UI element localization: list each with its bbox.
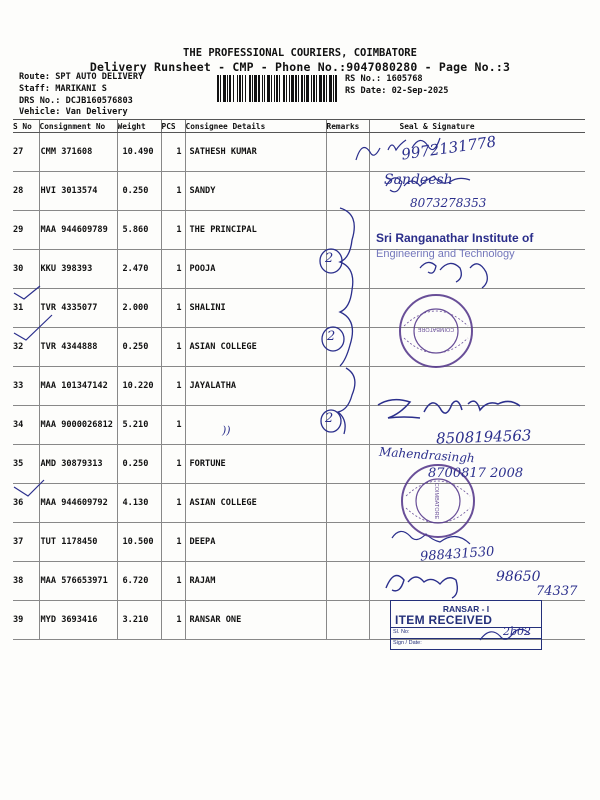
row-consignment-no-text: MAA 576653971	[40, 576, 108, 586]
row-weight	[117, 328, 161, 367]
row-sno-text: 39	[13, 615, 24, 625]
row-pcs	[161, 601, 185, 640]
table-row	[13, 133, 585, 172]
row-sno	[13, 250, 39, 289]
row-sno-text: 32	[13, 342, 24, 352]
row-sno	[13, 328, 39, 367]
barcode-bar	[237, 75, 238, 102]
barcode-bar	[245, 75, 246, 102]
row-weight	[117, 367, 161, 406]
row-sno-text: 35	[13, 459, 24, 469]
row-consignment-no	[39, 367, 117, 406]
row-consignment-no	[39, 133, 117, 172]
vehicle-label: Vehicle: Van Delivery	[19, 107, 128, 117]
row-pcs-text: 1	[176, 264, 182, 274]
handwritten-phone-38b: 74337	[536, 584, 578, 599]
row-consignment-no	[39, 445, 117, 484]
row-consignee	[185, 523, 326, 562]
row-weight	[117, 406, 161, 445]
row-consignee	[185, 172, 326, 211]
row-remarks	[326, 211, 369, 250]
row-consignment-no	[39, 328, 117, 367]
barcode-bar	[298, 75, 299, 102]
row-weight	[117, 289, 161, 328]
barcode-bar	[274, 75, 275, 102]
barcode-bar	[276, 75, 278, 102]
row-remarks	[326, 367, 369, 406]
row-weight-text: 10.500	[122, 537, 154, 547]
row-weight	[117, 211, 161, 250]
row-pcs	[161, 289, 185, 328]
row-sno	[13, 601, 39, 640]
row-pcs	[161, 523, 185, 562]
row-pcs	[161, 367, 185, 406]
row-sno-text: 34	[13, 420, 24, 430]
handwritten-name-28: Sandeesh	[384, 172, 453, 188]
barcode-bar	[229, 75, 231, 102]
row-weight-text: 10.490	[122, 147, 154, 157]
row-remarks	[326, 523, 369, 562]
handwritten-phone-34: 8508194563	[435, 426, 532, 448]
table-row	[13, 289, 585, 328]
row-consignee-text: ASIAN COLLEGE	[189, 498, 257, 508]
row-remarks	[326, 172, 369, 211]
row-sno-text: 36	[13, 498, 24, 508]
row-consignment-no	[39, 250, 117, 289]
row-sno-text: 33	[13, 381, 24, 391]
row-consignee-text: RANSAR ONE	[189, 615, 242, 625]
barcode-bar	[291, 75, 294, 102]
row-consignment-no-text: TVR 4335077	[40, 303, 98, 313]
ransar-date: 2b02	[503, 625, 532, 638]
row-consignment-no-text: KKU 398393	[40, 264, 93, 274]
row-sno-text: 28	[13, 186, 24, 196]
row-weight	[117, 601, 161, 640]
row-pcs-text: 1	[176, 576, 182, 586]
row-sno	[13, 445, 39, 484]
row-sno-text: 29	[13, 225, 24, 235]
runsheet-table	[13, 119, 585, 640]
remarks-digit-1: 2	[325, 251, 334, 266]
row-consignee	[185, 406, 326, 445]
row-consignment-no	[39, 562, 117, 601]
col-consignee: Consignee Details	[185, 120, 326, 133]
table-row	[13, 523, 585, 562]
row-sno	[13, 562, 39, 601]
col-pcs: PCS	[161, 120, 185, 133]
rs-number: RS No.: 1605768	[345, 74, 423, 84]
row-pcs-text: 1	[176, 615, 182, 625]
barcode-bar	[326, 75, 327, 102]
barcode-bar	[335, 75, 337, 102]
runsheet-subtitle: Delivery Runsheet - CMP - Phone No.:9047080280 - Page No.:3	[89, 60, 511, 74]
row-weight-text: 2.000	[122, 303, 149, 313]
barcode-bar	[223, 75, 226, 102]
ransar-sl-label: Sl. No:	[393, 629, 410, 635]
table-header-row	[13, 120, 585, 133]
barcode-bar	[329, 75, 332, 102]
ransar-title: RANSAR - I	[442, 604, 490, 614]
barcode-bar	[295, 75, 297, 102]
barcode-bar	[227, 75, 228, 102]
barcode-bar	[311, 75, 312, 102]
row-pcs-text: 1	[176, 225, 182, 235]
handwritten-phone-27: 9972131778	[400, 132, 498, 164]
row-remarks	[326, 562, 369, 601]
row-remarks	[326, 445, 369, 484]
barcode-bar	[279, 75, 280, 102]
row-pcs-text: 1	[176, 459, 182, 469]
row-weight-text: 0.250	[122, 186, 149, 196]
row-consignment-no-text: HVI 3013574	[40, 186, 98, 196]
row-consignment-no	[39, 601, 117, 640]
row-pcs	[161, 562, 185, 601]
barcode-bar	[301, 75, 303, 102]
row-pcs	[161, 406, 185, 445]
barcode-bar	[271, 75, 272, 102]
row-consignee	[185, 484, 326, 523]
route-label: Route: SPT AUTO DELIVERY	[19, 72, 144, 82]
row-weight	[117, 250, 161, 289]
row-consignment-no-text: MAA 9000026812	[40, 420, 113, 430]
row-consignee-text: ASIAN COLLEGE	[189, 342, 257, 352]
row-signature	[369, 328, 585, 367]
barcode-bar	[242, 75, 243, 102]
seal-text-1: COIMBATORE	[417, 326, 455, 332]
row-pcs	[161, 328, 185, 367]
row-weight	[117, 172, 161, 211]
row-remarks	[326, 484, 369, 523]
row-consignee-text: RAJAM	[189, 576, 216, 586]
barcode-bar	[217, 75, 219, 102]
row-sno-text: 37	[13, 537, 24, 547]
barcode-bar	[239, 75, 241, 102]
row-consignment-no	[39, 211, 117, 250]
barcode-bar	[304, 75, 305, 102]
row-consignee-text: THE PRINCIPAL	[189, 225, 257, 235]
col-consignment: Consignment No	[39, 120, 117, 133]
row-sno	[13, 523, 39, 562]
row-pcs	[161, 133, 185, 172]
row-pcs-text: 1	[176, 186, 182, 196]
row-weight	[117, 484, 161, 523]
row-pcs-text: 1	[176, 303, 182, 313]
row-weight-text: 10.220	[122, 381, 154, 391]
handwritten-name-35: Mahendrasingh	[378, 444, 476, 466]
row-consignee	[185, 133, 326, 172]
row-sno	[13, 406, 39, 445]
row-remarks	[326, 601, 369, 640]
row-sno-text: 31	[13, 303, 24, 313]
barcode-bar	[333, 75, 334, 102]
row-consignee	[185, 562, 326, 601]
handwritten-phone-38a: 98650	[496, 569, 541, 585]
row-weight-text: 0.250	[122, 342, 149, 352]
barcode-bar	[233, 75, 234, 102]
row-consignee-text: FORTUNE	[189, 459, 226, 469]
rs-date: RS Date: 02-Sep-2025	[345, 86, 449, 96]
barcode-bar	[252, 75, 253, 102]
row-consignment-no-text: MAA 101347142	[40, 381, 108, 391]
ransar-sign-label: Sign / Date:	[393, 640, 422, 646]
row-weight-text: 4.130	[122, 498, 149, 508]
row-sno	[13, 484, 39, 523]
barcode-bar	[254, 75, 257, 102]
row-consignee	[185, 367, 326, 406]
row-sno-text: 27	[13, 147, 24, 157]
seal-text-2: COIMBATORE	[433, 482, 439, 520]
row-consignment-no-text: AMD 30879313	[40, 459, 103, 469]
row-pcs	[161, 484, 185, 523]
table-row	[13, 367, 585, 406]
table-row	[13, 484, 585, 523]
row-pcs	[161, 250, 185, 289]
row-sno	[13, 172, 39, 211]
row-consignee-text: POOJA	[189, 264, 216, 274]
row-sno-text: 38	[13, 576, 24, 586]
row-weight	[117, 562, 161, 601]
row-consignee-text: DEEPA	[189, 537, 216, 547]
row-pcs-text: 1	[176, 147, 182, 157]
barcode	[217, 75, 339, 102]
row-consignee	[185, 328, 326, 367]
row-consignment-no	[39, 484, 117, 523]
row-pcs-text: 1	[176, 537, 182, 547]
barcode-bar	[283, 75, 285, 102]
barcode-bar	[267, 75, 270, 102]
row-weight-text: 6.720	[122, 576, 149, 586]
row-consignment-no-text: MAA 944609792	[40, 498, 108, 508]
row-sno-text: 30	[13, 264, 24, 274]
handwritten-phone-28: 8073278353	[410, 196, 487, 210]
barcode-bar	[289, 75, 290, 102]
row-consignee-text: JAYALATHA	[189, 381, 237, 391]
table-row	[13, 172, 585, 211]
barcode-bar	[323, 75, 325, 102]
row-consignee	[185, 289, 326, 328]
col-signature: Seal & Signature	[369, 120, 585, 133]
row-pcs-text: 1	[176, 342, 182, 352]
row-weight	[117, 523, 161, 562]
barcode-bar	[258, 75, 260, 102]
row-signature	[369, 289, 585, 328]
col-remarks: Remarks	[326, 120, 369, 133]
row-sno	[13, 289, 39, 328]
row-weight	[117, 445, 161, 484]
row-weight-text: 5.210	[122, 420, 149, 430]
row-weight-text: 0.250	[122, 459, 149, 469]
staff-label: Staff: MARIKANI S	[19, 84, 107, 94]
barcode-bar	[306, 75, 309, 102]
row-sno	[13, 211, 39, 250]
barcode-bar	[262, 75, 263, 102]
barcode-bar	[313, 75, 315, 102]
row-consignee	[185, 445, 326, 484]
row-pcs	[161, 211, 185, 250]
barcode-bar	[286, 75, 287, 102]
row-consignee-text: SANDY	[189, 186, 216, 196]
row-consignment-no	[39, 406, 117, 445]
row-consignee-text: SATHESH KUMAR	[189, 147, 257, 157]
handwritten-tick-34: ))	[222, 424, 231, 437]
row-pcs	[161, 445, 185, 484]
remarks-digit-3: 2	[325, 411, 334, 426]
row-signature	[369, 367, 585, 406]
barcode-bar	[319, 75, 322, 102]
row-consignment-no	[39, 172, 117, 211]
ransar-received-stamp	[390, 600, 542, 650]
barcode-bar	[249, 75, 251, 102]
row-pcs-text: 1	[176, 381, 182, 391]
handwritten-phone-37: 988431530	[419, 544, 495, 565]
col-weight: Weight	[117, 120, 161, 133]
row-consignment-no	[39, 523, 117, 562]
col-sno: S No	[13, 120, 39, 133]
row-pcs-text: 1	[176, 420, 182, 430]
row-consignee	[185, 601, 326, 640]
institute-stamp-name: Sri Ranganathar Institute of	[376, 231, 534, 245]
table-row	[13, 328, 585, 367]
row-weight-text: 5.860	[122, 225, 149, 235]
row-consignee	[185, 250, 326, 289]
institute-stamp-sub: Engineering and Technology	[376, 248, 515, 260]
remarks-digit-2: 2	[327, 329, 336, 344]
barcode-bar	[316, 75, 317, 102]
ransar-item-received: ITEM RECEIVED	[395, 613, 493, 627]
row-weight	[117, 133, 161, 172]
row-pcs	[161, 172, 185, 211]
row-consignment-no-text: TVR 4344888	[40, 342, 98, 352]
row-consignment-no	[39, 289, 117, 328]
row-signature	[369, 484, 585, 523]
row-remarks	[326, 133, 369, 172]
row-sno	[13, 367, 39, 406]
row-remarks	[326, 289, 369, 328]
barcode-bar	[264, 75, 265, 102]
runsheet-title: THE PROFESSIONAL COURIERS, COIMBATORE	[183, 47, 417, 59]
row-consignment-no-text: MYD 3693416	[40, 615, 98, 625]
handwritten-phone-35: 8700817 2008	[428, 466, 524, 481]
row-consignee	[185, 211, 326, 250]
row-pcs-text: 1	[176, 498, 182, 508]
row-sno	[13, 133, 39, 172]
row-weight-text: 2.470	[122, 264, 149, 274]
row-consignment-no-text: TUT 1178450	[40, 537, 98, 547]
row-consignee-text: SHALINI	[189, 303, 226, 313]
row-weight-text: 3.210	[122, 615, 149, 625]
drs-label: DRS No.: DCJB160576803	[19, 96, 133, 106]
row-consignment-no-text: MAA 944609789	[40, 225, 108, 235]
row-consignment-no-text: CMM 371608	[40, 147, 93, 157]
barcode-bar	[220, 75, 221, 102]
